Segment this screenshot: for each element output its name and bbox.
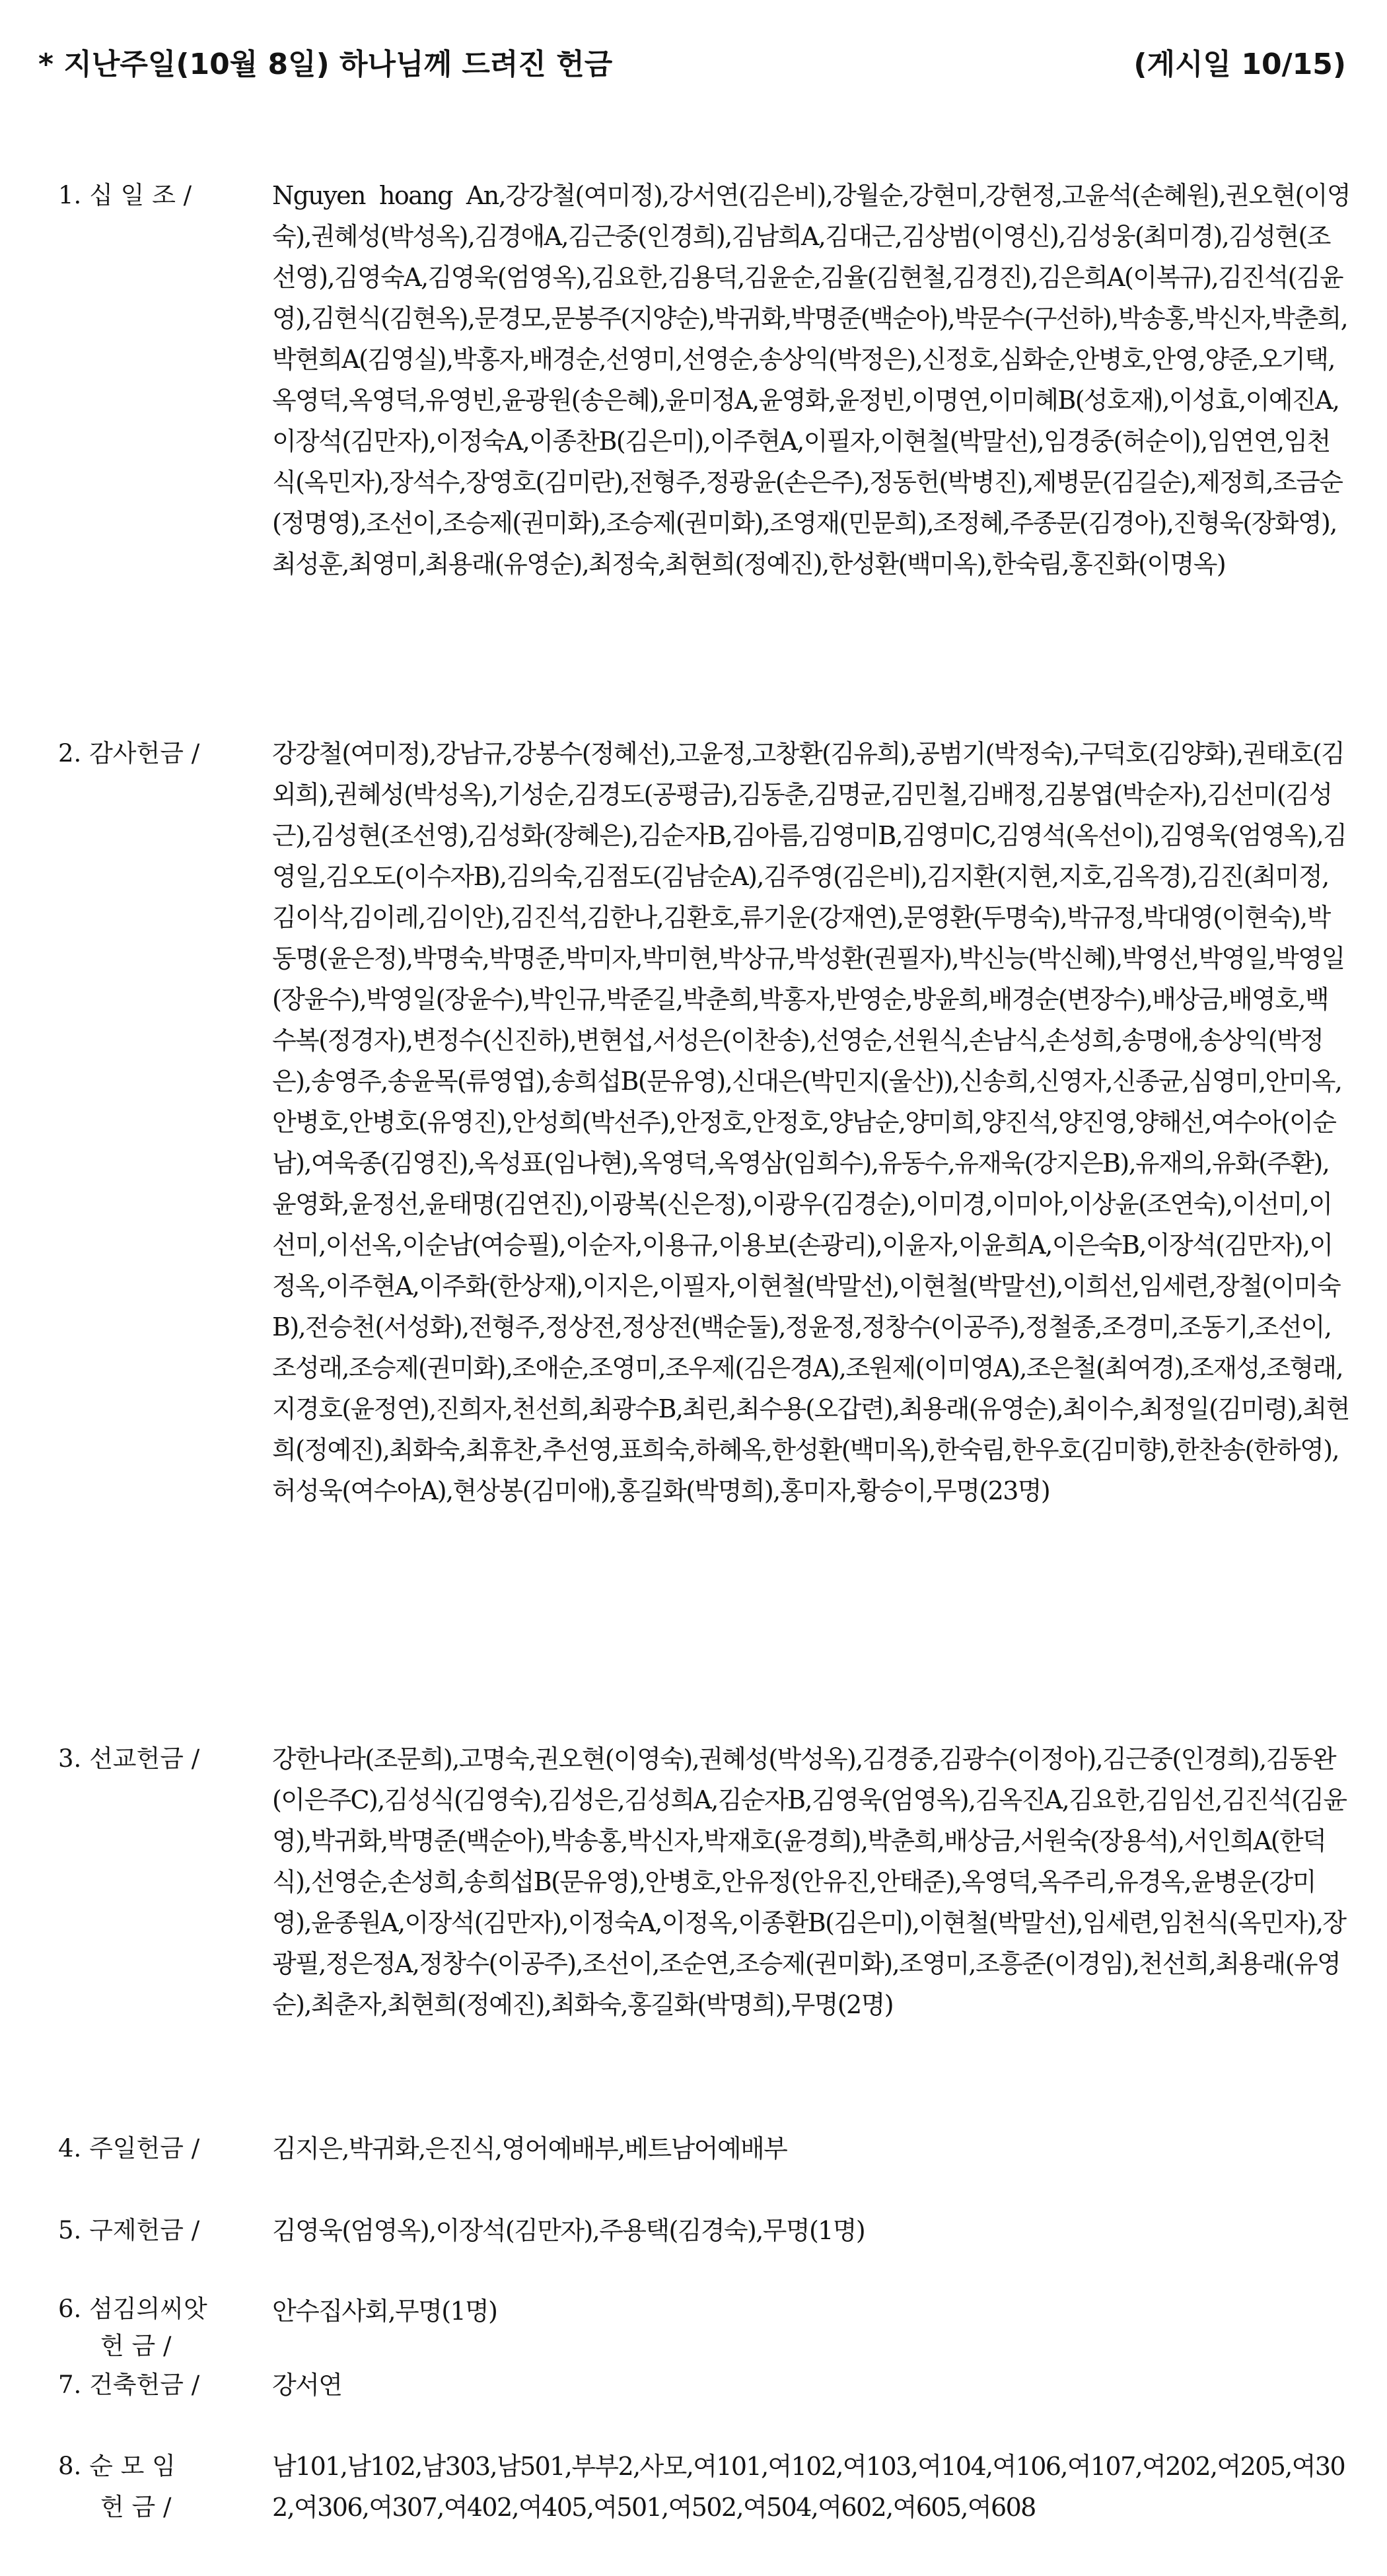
offering-label <box>58 2365 199 2406</box>
posted-date: (게시일 10/15) <box>1133 48 1346 81</box>
offering-label <box>58 733 199 774</box>
offering-label-line1: 3. 선교헌금 / <box>58 1744 200 1773</box>
offering-label <box>58 2446 176 2528</box>
donor-list: 강서연 <box>272 2371 342 2400</box>
page-header <box>0 45 1387 91</box>
offering-label-line1: 8. 순 모 임 <box>58 2452 176 2480</box>
offering-label-line2: 헌 금 / <box>100 2332 172 2360</box>
offering-label-line1: 6. 섬김의씨앗 <box>58 2295 207 2323</box>
offering-label <box>58 2210 199 2251</box>
donor-list: 강강철(여미정),강남규,강봉수(정혜선),고윤정,고창환(김유희),공범기(박정숙),구덕호(김양화),권태호(김외희),권혜성(박성옥),기성순,김경도(공평금),김동춘,김명균,김민철,김배정,김봉엽(박순자),김선미(김성근),김성현(조선영),김성화(장혜은),김순자B,김아름,김영미B,김영미C,김영석(옥선이),김영욱(엄영옥),김영일,김오도(이수자B),김의숙,김점도(김남순A),김주영(김은비),김지환(지현,지호,김옥경),김진(최미정,김이삭,김이레,김이안),김진석,김한나,김환호,류기운(강재연),문영환(두명숙),박규정,박대영(이현숙),박동명(윤은정),박명숙,박명준,박미자,박미현,박상규,박성환(권필자),박신능(박신혜),박영선,박영일,박영일(장윤수),박영일(장윤수),박인규,박준길,박춘희,박홍자,반영순,방윤희,배경순(변장수),배상금,배영호,백수복(정경자),변정수(신진하),변현섭,서성은(이찬송),선영순,선원식,손남식,손성희,송명애,송상익(박정은),송영주,송윤목(류영엽),송희섭B(문유영),신대은(박민지(울산)),신송희,신영자,신종균,심영미,안미옥,안병호,안병호(유영진),안성희(박선주),안정호,안정호,양남순,양미희,양진석,양진영,양해선,여수아(이순남),여욱종(김영진),옥성표(임나현),옥영덕,옥영삼(임희수),유동수,유재욱(강지은B),유재의,유화(주환),윤영화,윤정선,윤태명(김연진),이광복(신은정),이광우(김경순),이미경,이미아,이상윤(조연숙),이선미,이선미,이선옥,이순남(여승필),이순자,이용규,이용보(손광리),이윤자,이윤희A,이은숙B,이장석(김만자),이정옥,이주현A,이주화(한상재),이지은,이필자,이현철(박말선),이현철(박말선),이희선,임세련,장철(이미숙B),전승천(서성화),전형주,정상전,정상전(백순둘),정윤정,정창수(이공주),정철종,조경미,조동기,조선이,조성래,조승제(권미화),조애순,조영미,조우제(김은경A),조원제(이미영A),조은철(최여경),조재성,조형래,지경호(윤정연),진희자,천선희,최광수B,최린,최수용(오갑련),최용래(유영순),최이수,최정일(김미령),최현희(정예진),최화숙,최휴찬,추선영,표희숙,하혜옥,한성환(백미옥),한숙림,한우호(김미향),한찬송(한하영),허성욱(여수아A),현상봉(김미애),홍길화(박명희),홍미자,황승이,무명(23명) <box>272 739 1349 1505</box>
offering-label-line1: 7. 건축헌금 / <box>58 2371 200 2399</box>
donor-list: 김지은,박귀화,은진식,영어예배부,베트남어예배부 <box>272 2134 787 2163</box>
donor-list: 김영욱(엄영옥),이장석(김만자),주용택(김경숙),무명(1명) <box>272 2216 865 2245</box>
offering-label <box>58 175 192 216</box>
offering-label <box>58 1738 199 1779</box>
donor-list: 남101,남102,남303,남501,부부2,사모,여101,여102,여103,여104,여106,여107,여202,여205,여302,여306,여307,여402,여405,여501,여502,여504,여602,여605,여608 <box>272 2452 1345 2522</box>
donor-list: 안수집사회,무명(1명) <box>272 2297 497 2326</box>
offering-label-line1: 2. 감사헌금 / <box>58 739 200 768</box>
offering-label-line2: 헌 금 / <box>100 2493 172 2521</box>
offering-label-line1: 5. 구제헌금 / <box>58 2216 200 2244</box>
page-title: * 지난주일(10월 8일) 하나님께 드려진 헌금 <box>38 48 613 81</box>
donor-list: Nguyen hoang An,강강철(여미정),강서연(김은비),강월순,강현미,강현정,고윤석(손혜원),권오현(이영숙),권혜성(박성옥),김경애A,김근중(인경희),김남희A,김대근,김상범(이영신),김성웅(최미경),김성현(조선영),김영숙A,김영욱(엄영옥),김요한,김용덕,김윤순,김율(김현철,김경진),김은희A(이복규),김진석(김윤영),김현식(김현옥),문경모,문봉주(지양순),박귀화,박명준(백순아),박문수(구선하),박송홍,박신자,박춘희,박현희A(김영실),박홍자,배경순,선영미,선영순,송상익(박정은),신정호,심화순,안병호,안영,양준,오기택,옥영덕,옥영덕,유영빈,윤광원(송은혜),윤미정A,윤영화,윤정빈,이명연,이미혜B(성호재),이성효,이예진A,이장석(김만자),이정숙A,이종찬B(김은미),이주현A,이필자,이현철(박말선),임경중(허순이),임연연,임천식(옥민자),장석수,장영호(김미란),전형주,정광윤(손은주),정동헌(박병진),제병문(김길순),제정희,조금순(정명영),조선이,조승제(권미화),조승제(권미화),조영재(민문희),조정혜,주종문(김경아),진형욱(장화영),최성훈,최영미,최용래(유영순),최정숙,최현희(정예진),한성환(백미옥),한숙림,홍진화(이명옥) <box>272 181 1350 579</box>
offering-label-line1: 4. 주일헌금 / <box>58 2134 200 2163</box>
offering-label <box>58 2128 199 2169</box>
donor-list: 강한나라(조문희),고명숙,권오현(이영숙),권혜성(박성옥),김경중,김광수(이정아),김근중(인경희),김동완(이은주C),김성식(김영숙),김성은,김성희A,김순자B,김영욱(엄영옥),김옥진A,김요한,김임선,김진석(김윤영),박귀화,박명준(백순아),박송홍,박신자,박재호(윤경희),박춘희,배상금,서원숙(장용석),서인희A(한덕식),선영순,손성희,송희섭B(문유영),안병호,안유정(안유진,안태준),옥영덕,옥주리,유경옥,윤병운(강미영),윤종원A,이장석(김만자),이정숙A,이정옥,이종환B(김은미),이현철(박말선),임세련,임천식(옥민자),장광필,정은정A,정창수(이공주),조선이,조순연,조승제(권미화),조영미,조흥준(이경임),천선희,최용래(유영순),최춘자,최현희(정예진),최화숙,홍길화(박명희),무명(2명) <box>272 1744 1347 2019</box>
offering-label <box>58 2291 207 2365</box>
offering-label-line1: 1. 십 일 조 / <box>58 181 192 209</box>
